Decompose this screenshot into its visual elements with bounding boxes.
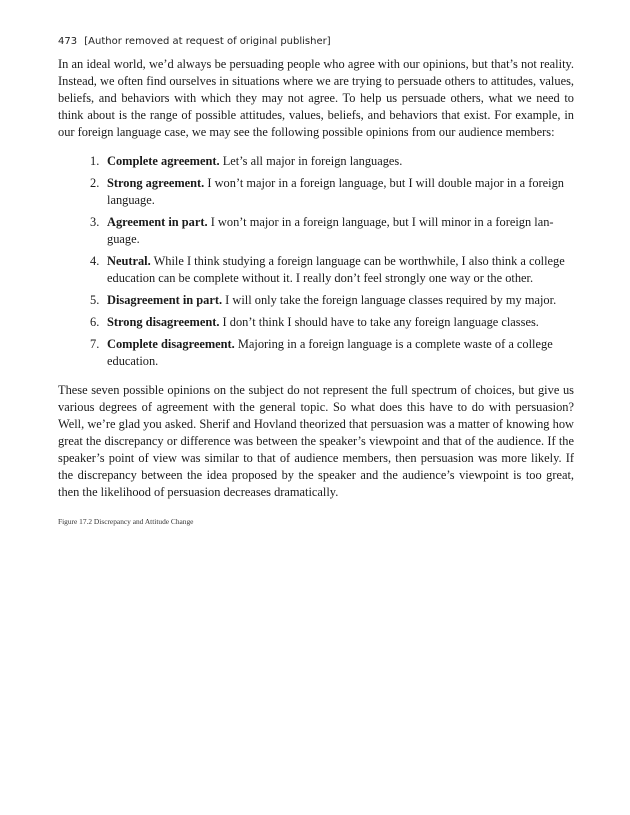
opinion-item-5 <box>58 292 574 309</box>
running-head-text: [Author removed at request of original publisher] <box>84 36 331 47</box>
opinion-term: Strong disagreement. <box>107 315 220 329</box>
opinion-text: I won’t major in a foreign language, but I will minor in a foreign language. <box>107 215 554 246</box>
opinion-term: Agreement in part. <box>107 215 208 229</box>
running-head <box>58 36 574 47</box>
opinion-item-1 <box>58 153 574 170</box>
opinion-number: 5. <box>90 293 100 307</box>
intro-paragraph: In an ideal world, we’d always be persuading people who agree with our opinions, but that’s not reality. Instead, we often find ourselves in situations where we are trying to persuade others to attitudes, values, beliefs, and behaviors with which they may not agree. To help us persuade others, what we need to think about is the range of possible attitudes, values, beliefs, and behaviors that exist. For example, in our foreign language case, we may see the following possible opinions from our audience members: <box>58 57 574 139</box>
opinion-term: Complete agreement. <box>107 154 220 168</box>
discussion-paragraph: These seven possible opinions on the subject do not represent the full spectrum of choices, but give us various degrees of agreement with the general topic. So what does this have to do with persuasion? Well, we’re glad you asked. Sherif and Hovland theorized that persuasion was a matter of knowing how great the discrepancy or difference was between the speaker’s viewpoint and that of the audience. If the speaker’s point of view was similar to that of audience members, then persuasion was more likely. If the discrepancy between the idea proposed by the speaker and the audience’s viewpoint is too great, then the likelihood of persuasion decreases dramatically. <box>58 383 574 499</box>
opinion-item-3 <box>58 214 574 248</box>
opinion-number: 2. <box>90 176 100 190</box>
opinion-number: 7. <box>90 337 100 351</box>
opinion-text: I don’t think I should have to take any foreign language classes. <box>219 315 539 329</box>
opinion-number: 6. <box>90 315 100 329</box>
opinion-term: Disagreement in part. <box>107 293 223 307</box>
opinion-term: Neutral. <box>107 254 151 268</box>
opinion-text: Let’s all major in foreign languages. <box>219 154 403 168</box>
opinion-number: 1. <box>90 154 100 168</box>
opinion-text: Majoring in a foreign language is a complete waste of a college education. <box>107 337 553 368</box>
opinion-term: Strong agreement. <box>107 176 205 190</box>
figure-caption: Figure 17.2 Discrepancy and Attitude Change <box>58 517 194 526</box>
opinion-list <box>58 153 574 370</box>
opinion-number: 4. <box>90 254 100 268</box>
page-number: 473 <box>58 36 78 47</box>
opinion-text: While I think studying a foreign language can be worthwhile, I also think a college education can be complete without it. I really don’t feel strongly one way or the other. <box>107 254 565 285</box>
opinion-item-4 <box>58 253 574 287</box>
opinion-term: Complete disagreement. <box>107 337 235 351</box>
opinion-item-6 <box>58 314 574 331</box>
document-page <box>58 36 574 526</box>
opinion-text: I will only take the foreign language classes required by my major. <box>222 293 557 307</box>
opinion-text: I won’t major in a foreign language, but I will double major in a foreign language. <box>107 176 564 207</box>
opinion-number: 3. <box>90 215 100 229</box>
opinion-item-2 <box>58 175 574 209</box>
opinion-item-7 <box>58 336 574 370</box>
